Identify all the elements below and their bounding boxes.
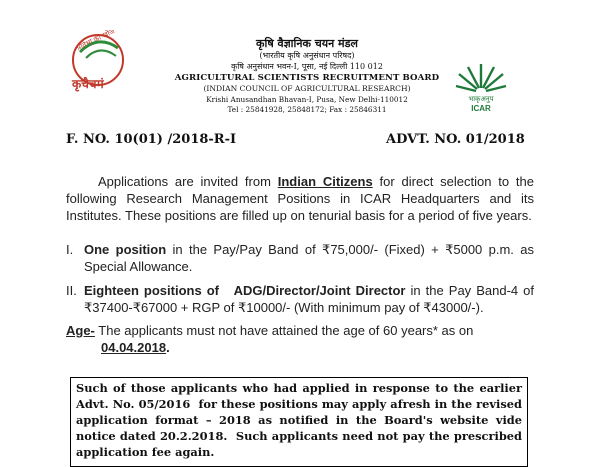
- hindi-address: कृषि अनुसंधान भवन-I, पूसा, नई दिल्ली 110 012: [231, 62, 383, 71]
- svg-text:कृचैचमं: कृचैचमं: [72, 77, 104, 91]
- intro-suffix: for direct selection to the following Research Management Positions in ICAR Headquarters and its Institutes. These positions are filled up on tenurial basis for a period of five years.: [66, 174, 534, 223]
- icar-logo: [452, 58, 510, 116]
- council-hindi-subtitle: (भारतीय कृषि अनुसंधान परिषद): [259, 51, 355, 60]
- position-numeral: II.: [66, 283, 77, 298]
- svg-text:ICAR: ICAR: [471, 104, 491, 113]
- asrb-logo: [68, 30, 138, 98]
- position-detail: in the Pay/Pay Band of ₹75,000/- (Fixed) + ₹5000 p.m. as Special Allowance.: [84, 242, 534, 274]
- board-hindi-title: कृषि वैज्ञानिक चयन मंडल: [256, 37, 358, 50]
- intro-highlight: Indian Citizens: [277, 174, 373, 189]
- svg-text:प्रतिभा की खोज: प्रतिभा की खोज: [75, 30, 116, 52]
- position-numeral: I.: [66, 242, 74, 257]
- position-title: Eighteen positions of ADG/Director/Joint Director: [84, 283, 406, 298]
- age-label: Age-: [66, 323, 95, 338]
- age-date-suffix: .: [166, 340, 170, 355]
- board-contact: Tel : 25841928, 25848172; Fax : 25846311: [227, 105, 387, 114]
- svg-text:भाकृअनुप: भाकृअनुप: [468, 95, 494, 103]
- age-criteria: [66, 322, 536, 356]
- file-number: F. NO. 10(01) /2018-R-I: [66, 132, 237, 147]
- advertisement-number: ADVT. NO. 01/2018: [386, 132, 525, 147]
- reapplication-notice-box: Such of those applicants who had applied in response to the earlier Advt. No. 05/2016 for these positions may apply afresh in the revised application format – 2018 as notified in the Board's website vide notice dated 20.2.2018. Such applicants need not pay the prescribed application fee again.: [70, 377, 528, 467]
- position-detail: in the Pay Band-4 of ₹37400-₹67000 + RGP of ₹10000/- (With minimum pay of ₹43000/-).: [84, 283, 534, 315]
- board-name: AGRICULTURAL SCIENTISTS RECRUITMENT BOARD: [174, 73, 440, 83]
- age-text: The applicants must not have attained the age of 60 years* as on: [94, 323, 474, 338]
- age-cutoff-date: 04.04.2018: [101, 340, 167, 355]
- position-title: One position: [84, 242, 167, 257]
- intro-paragraph: [66, 173, 534, 224]
- board-address: Krishi Anusandhan Bhavan-I, Pusa, New Delhi-110012: [206, 95, 408, 104]
- intro-prefix: Applications are invited from: [98, 174, 278, 189]
- council-name: (INDIAN COUNCIL OF AGRICULTURAL RESEARCH): [203, 84, 411, 93]
